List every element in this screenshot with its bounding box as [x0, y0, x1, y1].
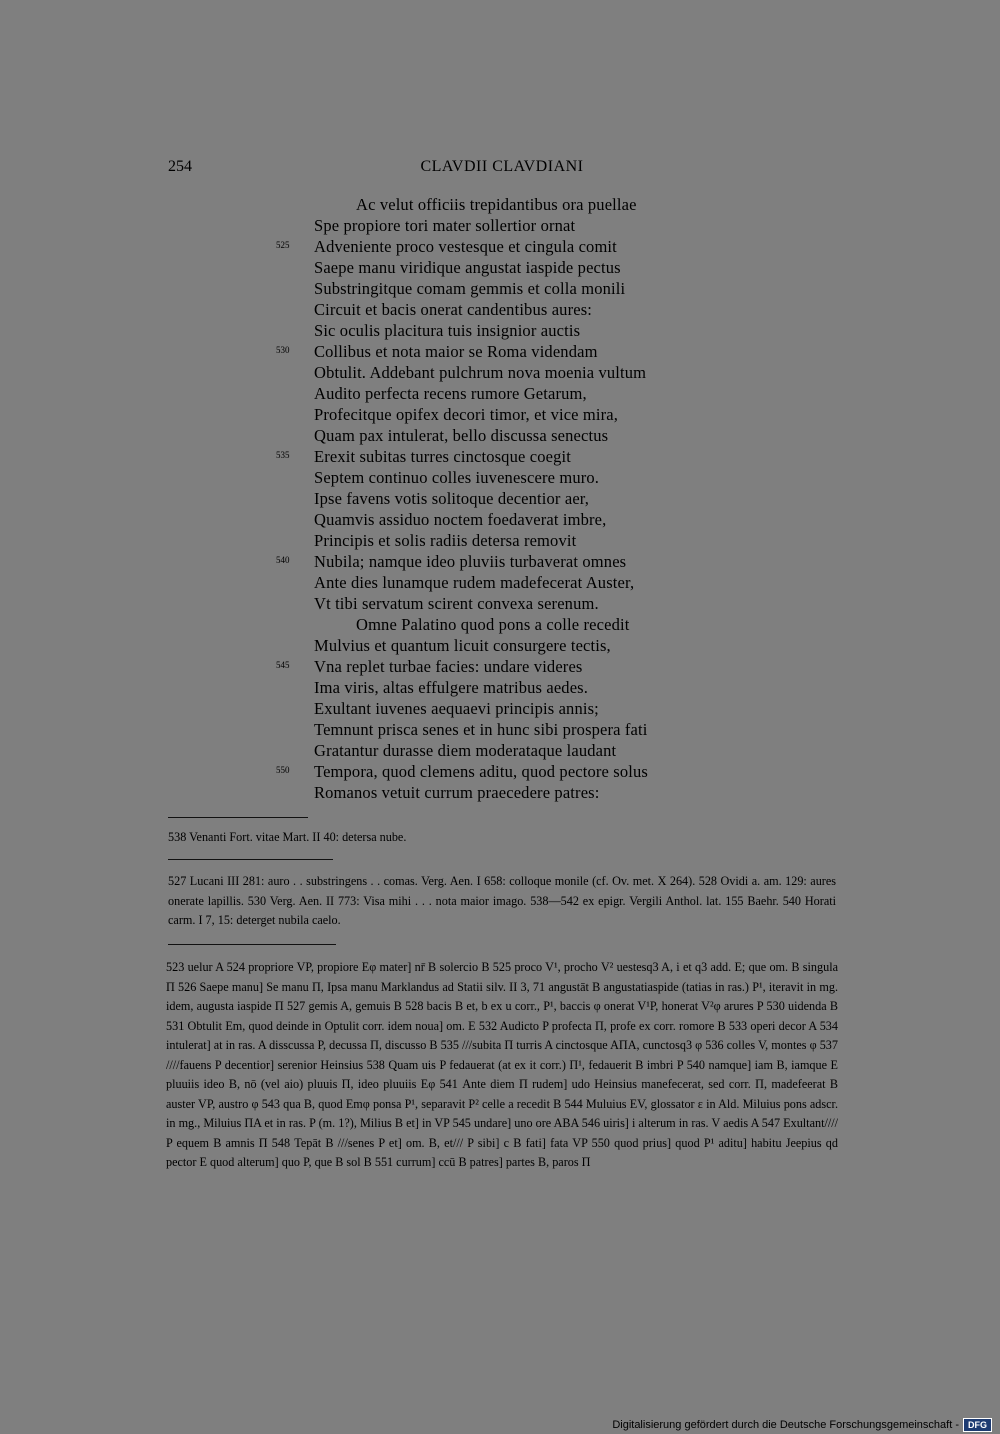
- verse-line: [276, 341, 836, 362]
- apparatus-text: 523 uelur A 524 propriore VP, propiore Eφ mater] nr̄ B solercio B 525 proco V¹, procho V² uestesq3 A, i et q3 add. E; que om. B singula Π 526 Saepe manu] Se manu Π, Ipsa manu Marklandus ad Statii silv. II 3, 71 angustāt B angustatiaspide (tatias in ras.) P¹, iteravit in mg. idem, augusta iaspide Π 527 gemis A, gemuis B 528 bacis B et, b ex u corr., P¹, baccis φ onerat V¹P, honerat V²φ arures P 530 uidenda B 531 Obtulit Em, quod deinde in Optulit corr. idem noua] om. E 532 Audicto P profecta Π, profe ex corr. romore B 533 operi decor A 534 intulerat] at in ras. A disscussa P, decussa Π, discusso B 535 ///subita Π turris A cinctosque AΠA, cunctosq3 φ 536 colles V, montes φ 537 ////fauens P decentior] serenior Heinsius 538 Quam uis P fedauerat (at ex it corr.) Π¹, fedauerit B imbri P 540 namque] iam B, iamque E pluuiis ideo B, nō (vel aio) pluuis Π, ideo pluuiis Eφ 541 Ante diem Π rudem] udo Heinsius manefecerat, sed corr. Π, madefeerat B auster VP, austro φ 543 qua B, quod Emφ ponsa P¹, separavit P² celle a recedit B 544 Muluius EV, glossator ε in Ald. Miluius pons adscr. in mg., Miluius ΠA et in ras. P (m. 1?), Milius B et] in VP 545 undare] uno ore ABA 546 uiris] i alterum in ras. V aedis A 547 Exultant//// P equem B amnis Π 548 Tepāt B ///senes P et] om. B, et/// P sibi] c B fati] fata VP 550 quod prius] quod P¹ aditu] habitu Jeepius qd pector E quod alterum] quo P, que B sol B 551 currum] ccū B patres] partes B, paros Π: [166, 960, 838, 1169]
- verse-text: Substringitque comam gemmis et colla monili: [314, 279, 626, 298]
- line-number: 535: [276, 450, 290, 460]
- verse-line: [276, 698, 836, 719]
- verse-text: Ante dies lunamque rudem madefecerat Auster,: [314, 573, 635, 592]
- verse-line: [276, 551, 836, 572]
- verse-text: Nubila; namque ideo pluviis turbaverat omnes: [314, 552, 627, 571]
- line-number: 530: [276, 345, 290, 355]
- testimonia-note: [168, 872, 836, 931]
- testimonia-divider: [168, 859, 333, 860]
- verse-line: [276, 404, 836, 425]
- testimonia-text: 527 Lucani III 281: auro . . substringens . . comas. Verg. Aen. I 658: colloque monile (cf. Ov. met. X 264). 528 Ovidi a. am. 129: aures onerate lapillis. 530 Verg. Aen. II 773: Visa mihi . . . nota maior imago. 538—542 ex epigr. Vergili Anthol. lat. 155 Baehr. 540 Horati carm. I 7, 15: deterget nubila caelo.: [168, 874, 836, 927]
- poem-text: [276, 194, 836, 803]
- verse-text: Ipse favens votis solitoque decentior aer,: [314, 489, 590, 508]
- parallel-passages-text: 538 Venanti Fort. vitae Mart. II 40: detersa nube.: [168, 830, 407, 844]
- critical-apparatus: [166, 958, 838, 1173]
- verse-text: Obtulit. Addebant pulchrum nova moenia vultum: [314, 363, 647, 382]
- line-number: 545: [276, 660, 290, 670]
- verse-line: [276, 635, 836, 656]
- parallel-passages-note: [168, 828, 836, 848]
- verse-text: Profecitque opifex decori timor, et vice mira,: [314, 405, 619, 424]
- verse-line: [276, 257, 836, 278]
- verse-text: Septem continuo colles iuvenescere muro.: [314, 468, 600, 487]
- verse-text: Collibus et nota maior se Roma videndam: [314, 342, 598, 361]
- verse-text: Tempora, quod clemens aditu, quod pectore solus: [314, 762, 648, 781]
- line-number: 525: [276, 240, 290, 250]
- verse-text: Exultant iuvenes aequaevi principis annis;: [314, 699, 599, 718]
- apparatus-divider: [168, 944, 336, 945]
- verse-line: [276, 782, 836, 803]
- verse-line: [276, 467, 836, 488]
- verse-text: Temnunt prisca senes et in hunc sibi prospera fati: [314, 720, 648, 739]
- verse-text: Vna replet turbae facies: undare videres: [314, 657, 583, 676]
- verse-text: Gratantur durasse diem moderataque laudant: [314, 741, 617, 760]
- verse-text: Adveniente proco vestesque et cingula comit: [314, 237, 617, 256]
- verse-text: Ima viris, altas effulgere matribus aedes.: [314, 678, 589, 697]
- verse-text: Romanos vetuit currum praecedere patres:: [314, 783, 600, 802]
- verse-line: [276, 383, 836, 404]
- verse-line: [276, 740, 836, 761]
- verse-text: Circuit et bacis onerat candentibus aures:: [314, 300, 592, 319]
- verse-text: Ac velut officiis trepidantibus ora puellae: [356, 195, 637, 214]
- verse-line: [276, 593, 836, 614]
- verse-line: [276, 614, 836, 635]
- digitization-credit: [612, 1418, 992, 1432]
- running-header: [168, 158, 836, 180]
- verse-line: [276, 236, 836, 257]
- running-title: CLAVDII CLAVDIANI: [420, 158, 584, 175]
- verse-text: Quam pax intulerat, bello discussa senectus: [314, 426, 609, 445]
- verse-line: [276, 509, 836, 530]
- verse-text: Mulvius et quantum licuit consurgere tectis,: [314, 636, 611, 655]
- credit-text: Digitalisierung gefördert durch die Deutsche Forschungsgemeinschaft -: [612, 1419, 959, 1431]
- verse-text: Spe propiore tori mater sollertior ornat: [314, 216, 576, 235]
- verse-text: Audito perfecta recens rumore Getarum,: [314, 384, 587, 403]
- verse-line: [276, 719, 836, 740]
- verse-text: Vt tibi servatum scirent convexa serenum.: [314, 594, 599, 613]
- verse-line: [276, 299, 836, 320]
- dfg-logo: DFG: [963, 1418, 992, 1432]
- verse-line: [276, 194, 836, 215]
- verse-line: [276, 656, 836, 677]
- verse-line: [276, 530, 836, 551]
- verse-line: [276, 761, 836, 782]
- line-number: 540: [276, 555, 290, 565]
- verse-text: Quamvis assiduo noctem foedaverat imbre,: [314, 510, 607, 529]
- verse-line: [276, 278, 836, 299]
- line-number: 550: [276, 765, 290, 775]
- verse-line: [276, 215, 836, 236]
- verse-line: [276, 362, 836, 383]
- verse-line: [276, 425, 836, 446]
- verse-text: Omne Palatino quod pons a colle recedit: [356, 615, 630, 634]
- verse-line: [276, 320, 836, 341]
- verse-line: [276, 446, 836, 467]
- verse-line: [276, 488, 836, 509]
- page-number: 254: [168, 158, 192, 175]
- verse-text: Principis et solis radiis detersa removit: [314, 531, 577, 550]
- verse-text: Saepe manu viridique angustat iaspide pectus: [314, 258, 621, 277]
- verse-text: Erexit subitas turres cinctosque coegit: [314, 447, 571, 466]
- footnote-divider: [168, 817, 308, 818]
- verse-text: Sic oculis placitura tuis insignior auctis: [314, 321, 581, 340]
- verse-line: [276, 677, 836, 698]
- verse-line: [276, 572, 836, 593]
